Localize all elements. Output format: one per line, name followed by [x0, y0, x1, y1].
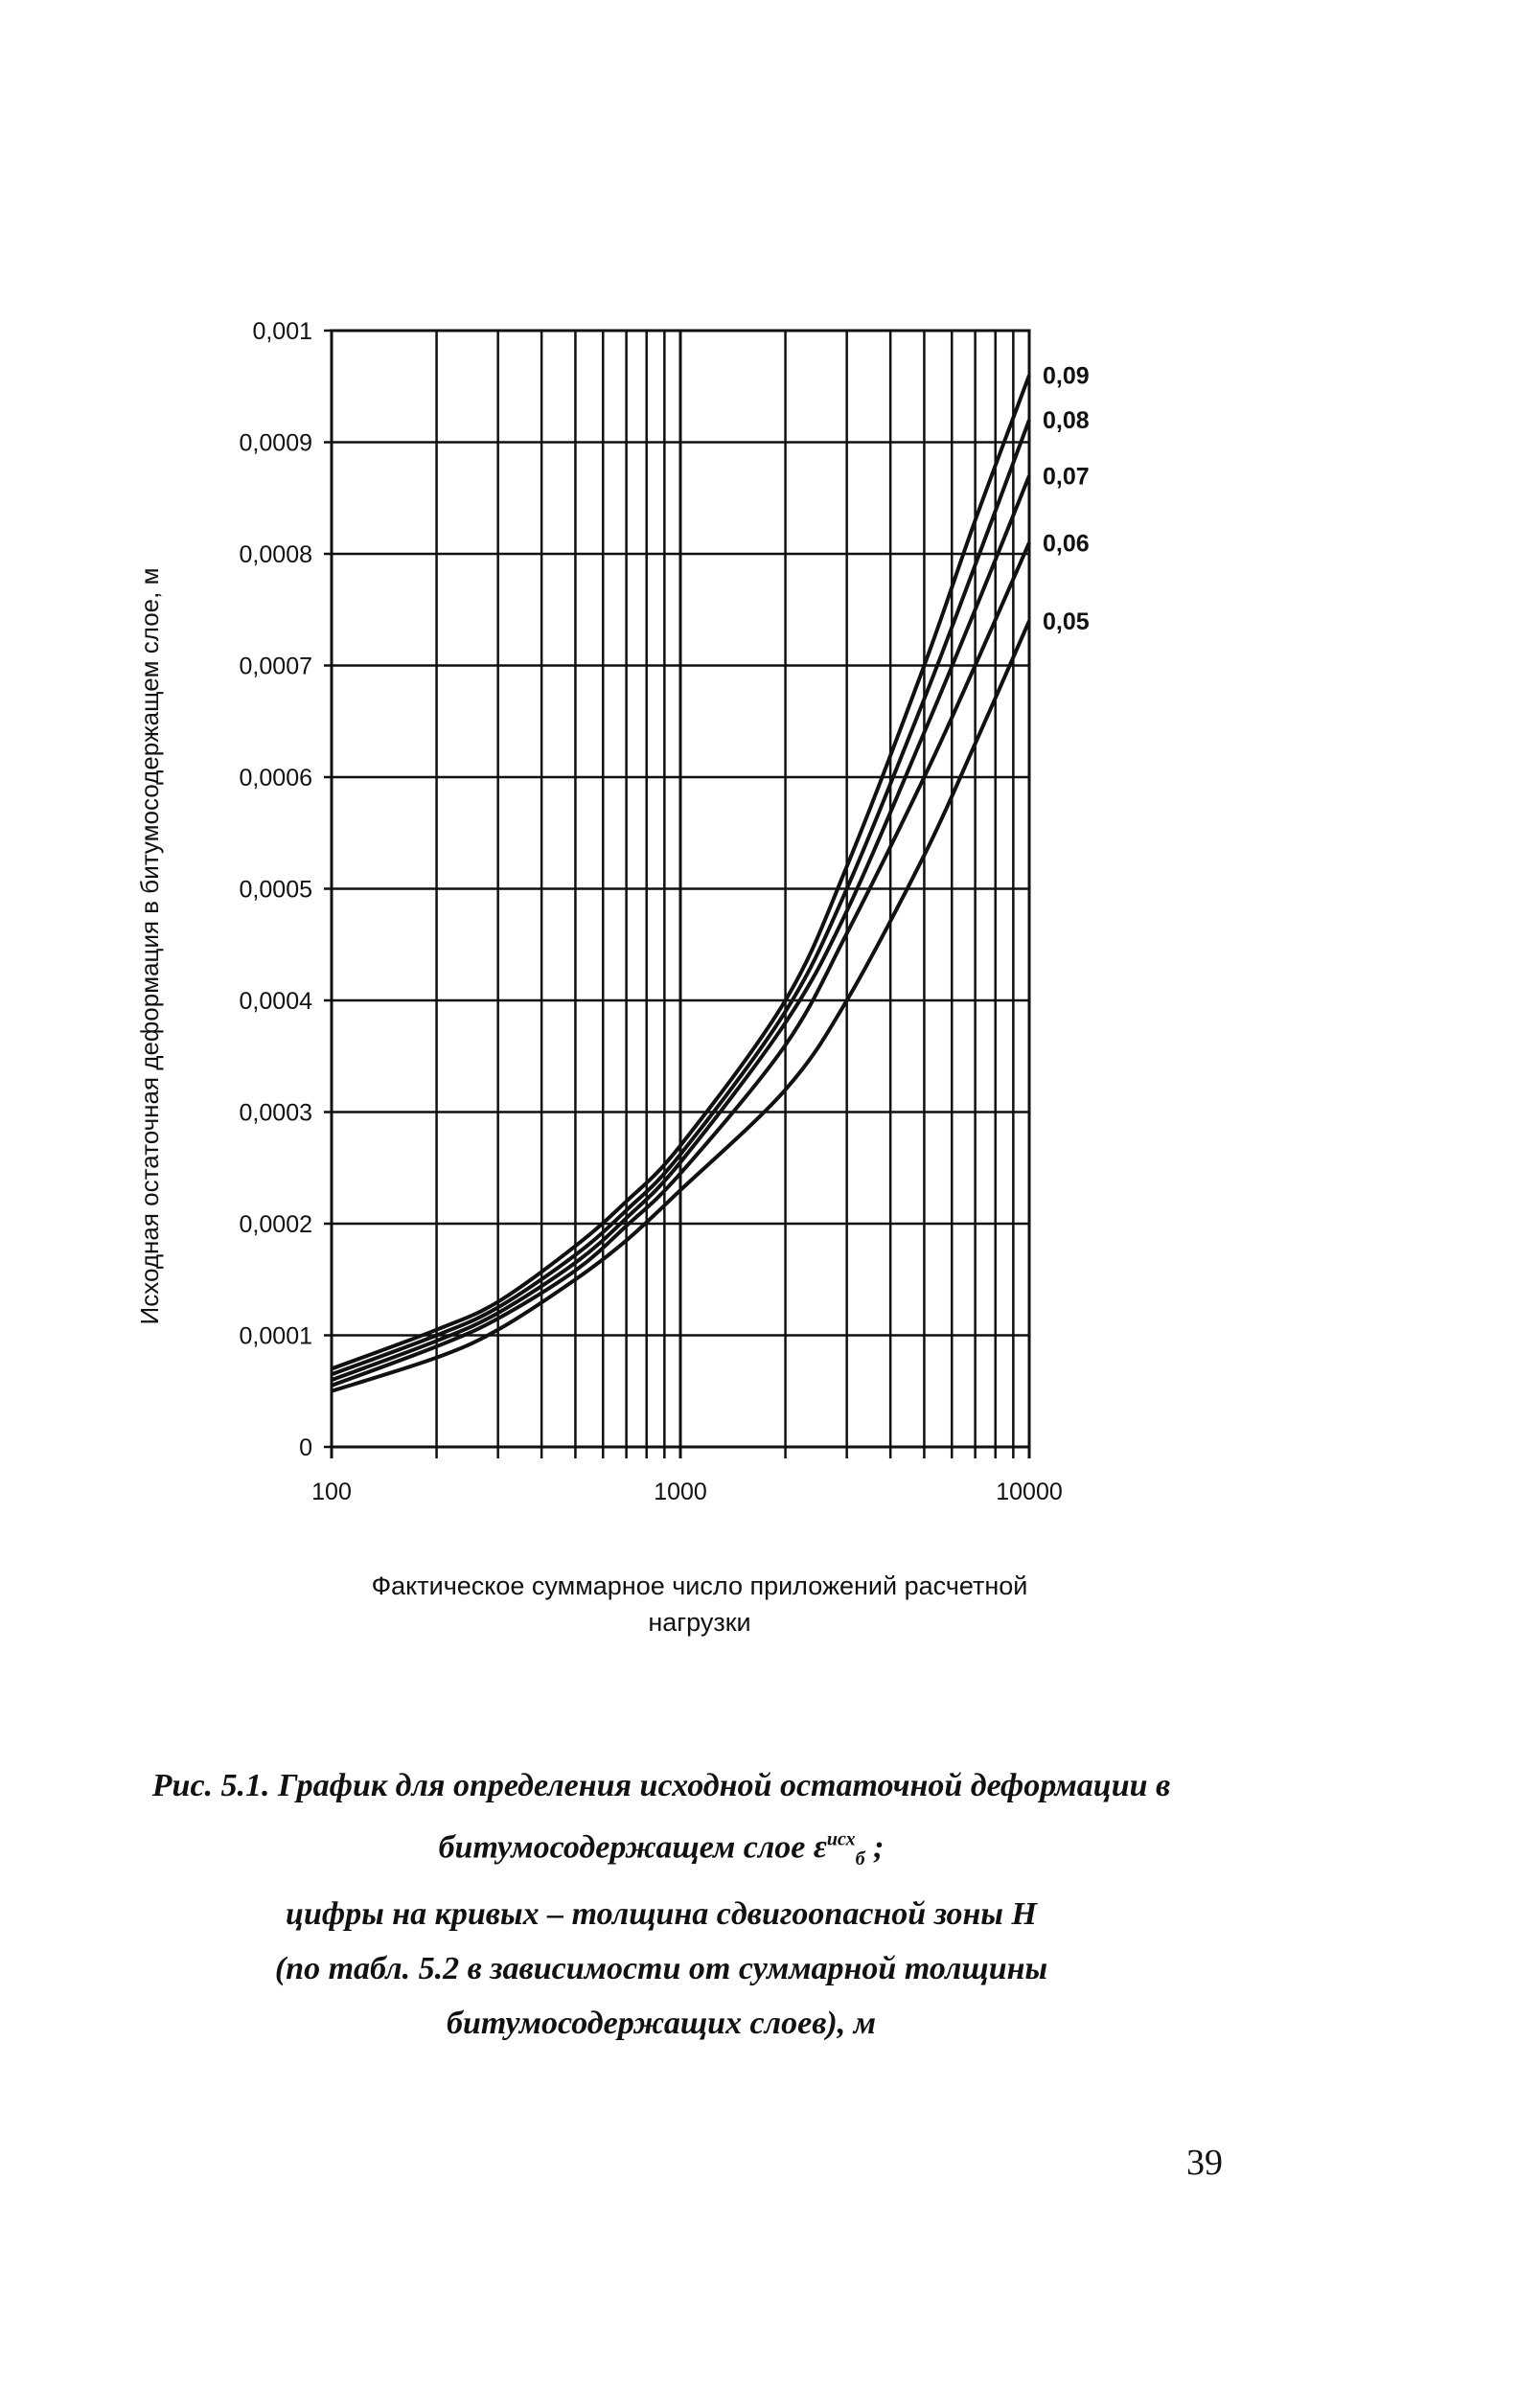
- series-label: 0,08: [1043, 407, 1090, 435]
- x-tick-labels: [311, 1479, 1063, 1505]
- y-tick-label: 0,0004: [239, 988, 312, 1015]
- caption-epsilon-symbol: [813, 1829, 865, 1870]
- vertical-gridlines: [332, 331, 1029, 1458]
- series-labels: [1043, 363, 1090, 635]
- y-axis-label: Исходная остаточная деформация в битумосодержащем слое, м: [135, 567, 164, 1325]
- x-axis-label-line-2: нагрузки: [648, 1608, 751, 1637]
- epsilon-superscript: исх: [826, 1829, 856, 1850]
- series-label: 0,05: [1043, 608, 1090, 635]
- y-tick-label: 0,0006: [239, 765, 312, 792]
- caption-line-5: битумосодержащих слоев), м: [446, 2006, 876, 2042]
- caption-line-3: цифры на кривых – толщина сдвигоопасной зоны H: [286, 1896, 1037, 1933]
- caption-line-1: Рис. 5.1. График для определения исходной остаточной деформации в: [151, 1768, 1171, 1803]
- y-tick-label: 0,0001: [239, 1322, 312, 1350]
- caption-line-2-end: ;: [873, 1829, 885, 1866]
- x-axis-label: [240, 1568, 1160, 1640]
- y-tick-label: 0,0007: [239, 653, 312, 680]
- x-tick-label: 100: [311, 1479, 352, 1505]
- y-tick-label: 0,0002: [239, 1211, 312, 1238]
- series-label: 0,07: [1043, 463, 1090, 491]
- y-tick-label: 0,0008: [239, 541, 312, 568]
- page-number: 39: [1186, 2143, 1223, 2183]
- epsilon: ε: [813, 1829, 827, 1866]
- y-tick-label: 0,0005: [239, 876, 312, 904]
- figure-caption: [125, 1758, 1198, 2051]
- caption-line-2: [125, 1813, 1198, 1887]
- epsilon-subscript: б: [855, 1848, 865, 1870]
- x-axis-label-line-1: Фактическое суммарное число приложений расчетной: [371, 1572, 1028, 1600]
- series-label: 0,06: [1043, 530, 1090, 558]
- caption-line-2-text: битумосодержащем слое: [438, 1829, 814, 1866]
- x-tick-label: 10000: [996, 1479, 1063, 1505]
- y-tick-label: 0,001: [252, 318, 312, 345]
- x-tick-label: 1000: [654, 1479, 707, 1505]
- y-tick-label: 0,0009: [239, 429, 312, 457]
- y-tick-labels: [240, 318, 313, 1461]
- caption-line-4: (по табл. 5.2 в зависимости от суммарной толщины: [274, 1951, 1048, 1987]
- y-tick-label: 0: [299, 1434, 312, 1461]
- y-tick-label: 0,0003: [239, 1099, 312, 1127]
- series-label: 0,09: [1043, 362, 1090, 390]
